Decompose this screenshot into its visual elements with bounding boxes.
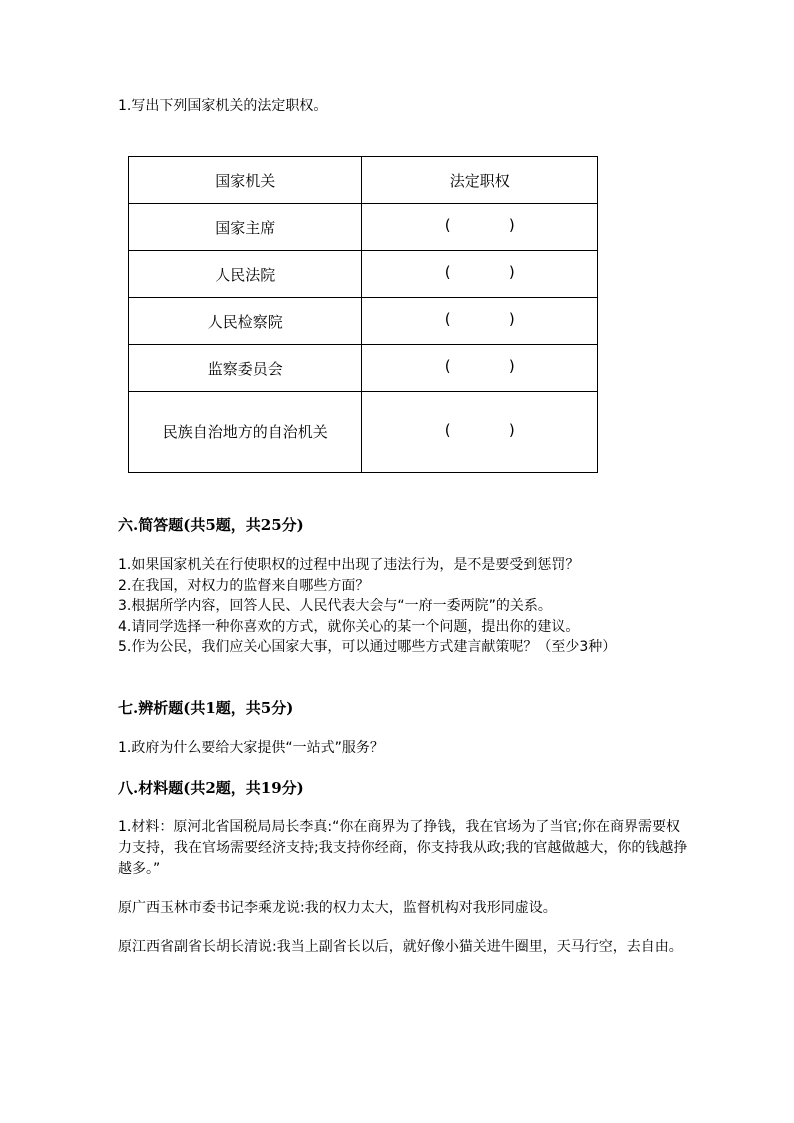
organ-label: 民族自治地方的自治机关 bbox=[162, 423, 328, 441]
table-row bbox=[129, 345, 598, 392]
organ-cell: 监察委员会 bbox=[129, 345, 362, 392]
answer-cell[interactable] bbox=[362, 345, 598, 392]
section-8-material-3: 原江西省副省长胡长清说:我当上副省长以后，就好像小猫关进牛圈里，天马行空，去自由。 bbox=[118, 939, 683, 955]
organ-cell: 国家主席 bbox=[129, 204, 362, 251]
section-6-question-1: 1.如果国家机关在行使职权的过程中出现了违法行为，是不是要受到惩罚？ bbox=[118, 557, 580, 573]
section-7-question-1: 1.政府为什么要给大家提供“一站式”服务？ bbox=[118, 740, 384, 756]
section-8-title: 八.材料题(共2题，共19分) bbox=[118, 779, 304, 797]
organ-cell bbox=[129, 392, 362, 473]
table-row bbox=[129, 392, 598, 473]
section-6-question-5: 5.作为公民，我们应关心国家大事，可以通过哪些方式建言献策呢？（至少3种） bbox=[118, 639, 617, 655]
section-6-question-2: 2.在我国，对权力的监督来自哪些方面？ bbox=[118, 578, 370, 594]
table-header-row bbox=[129, 157, 598, 204]
organ-cell: 人民检察院 bbox=[129, 298, 362, 345]
state-organs-table bbox=[128, 156, 598, 473]
right-paren: ) bbox=[508, 310, 515, 328]
organ-cell: 人民法院 bbox=[129, 251, 362, 298]
section-8-material-1: 1.材料：原河北省国税局局长李真:“你在商界为了挣钱，我在官场为了当官;你在商界需要权力支持，我在官场需要经济支持;我支持你经商，你支持我从政;我的官越做越大，你的钱越挣越多。” bbox=[118, 819, 688, 877]
answer-cell[interactable] bbox=[362, 298, 598, 345]
answer-cell[interactable] bbox=[362, 251, 598, 298]
section-6-question-3: 3.根据所学内容，回答人民、人民代表大会与“一府一委两院”的关系。 bbox=[118, 598, 552, 614]
answer-blank bbox=[445, 357, 515, 375]
section-8-material-2: 原广西玉林市委书记李乘龙说:我的权力太大，监督机构对我形同虚设。 bbox=[118, 900, 557, 916]
table-row bbox=[129, 251, 598, 298]
table-header-rights: 法定职权 bbox=[362, 157, 598, 204]
left-paren: ( bbox=[444, 310, 451, 328]
answer-blank bbox=[445, 421, 515, 439]
left-paren: ( bbox=[444, 421, 451, 439]
question-1-prompt: 1.写出下列国家机关的法定职权。 bbox=[118, 98, 328, 114]
left-paren: ( bbox=[444, 357, 451, 375]
right-paren: ) bbox=[508, 216, 515, 234]
table-row bbox=[129, 298, 598, 345]
section-7-title: 七.辨析题(共1题，共5分) bbox=[118, 699, 294, 717]
right-paren: ) bbox=[508, 421, 515, 439]
section-6-question-4: 4.请同学选择一种你喜欢的方式，就你关心的某一个问题，提出你的建议。 bbox=[118, 619, 580, 635]
table-row bbox=[129, 204, 598, 251]
table-header-organ: 国家机关 bbox=[129, 157, 362, 204]
left-paren: ( bbox=[444, 216, 451, 234]
answer-cell[interactable] bbox=[362, 392, 598, 473]
answer-blank bbox=[445, 263, 515, 281]
right-paren: ) bbox=[508, 263, 515, 281]
section-6-title: 六.简答题(共5题，共25分) bbox=[118, 516, 304, 534]
answer-blank bbox=[445, 216, 515, 234]
answer-blank bbox=[445, 310, 515, 328]
answer-cell[interactable] bbox=[362, 204, 598, 251]
left-paren: ( bbox=[444, 263, 451, 281]
right-paren: ) bbox=[508, 357, 515, 375]
